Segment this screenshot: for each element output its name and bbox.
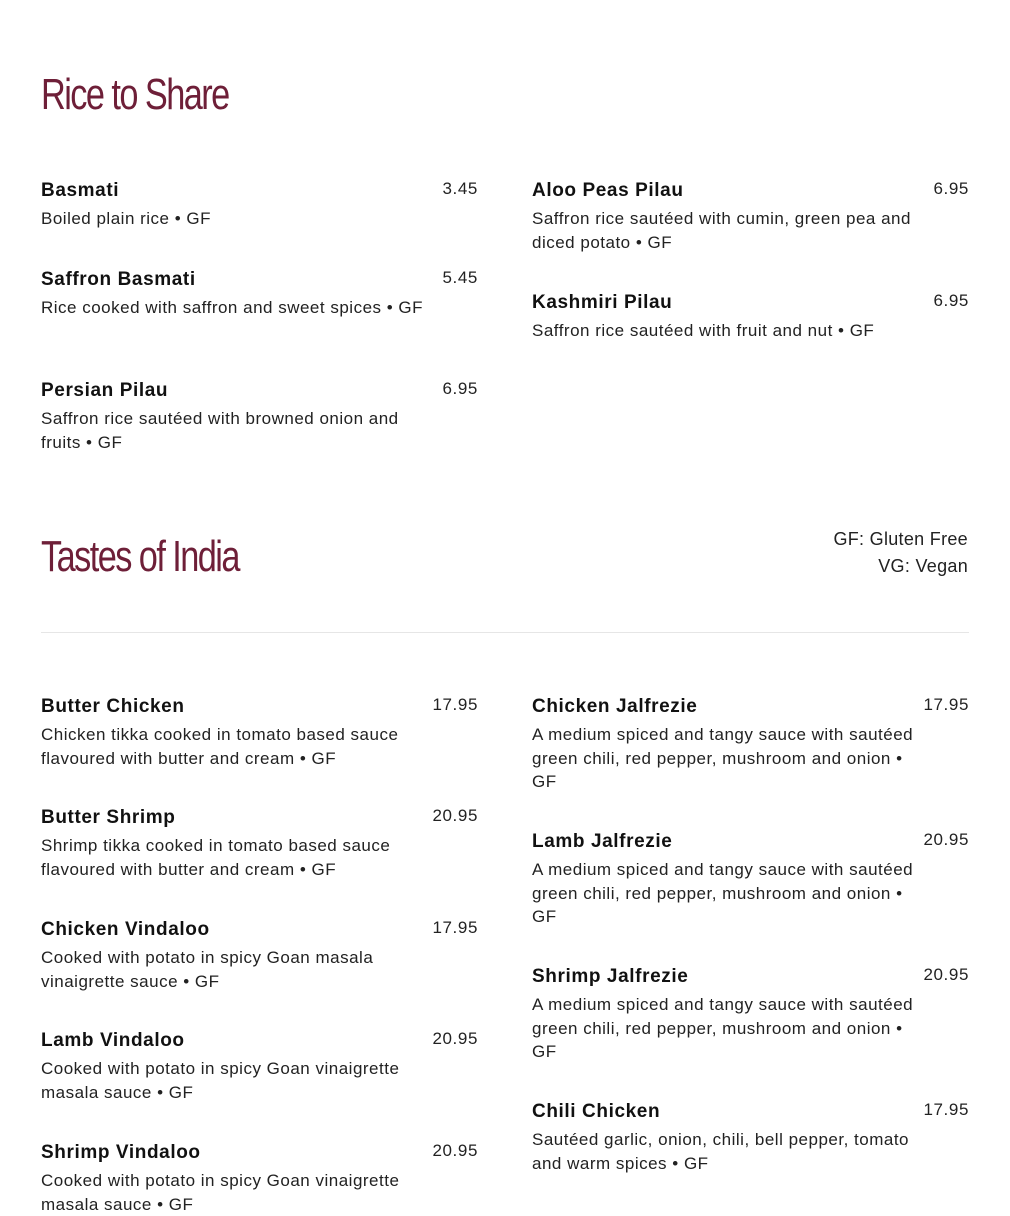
item-description: A medium spiced and tangy sauce with sautéed green chili, red pepper, mushroom and onion • GF: [532, 860, 914, 926]
item-description: Sautéed garlic, onion, chili, bell pepper, tomato and warm spices • GF: [532, 1130, 910, 1173]
item-description: Chicken tikka cooked in tomato based sauce flavoured with butter and cream • GF: [41, 725, 399, 768]
legend-vegan: VG: Vegan: [878, 556, 968, 576]
item-name: Persian Pilau: [41, 380, 169, 401]
menu-item: [532, 290, 969, 343]
item-price: 20.95: [923, 965, 969, 984]
item-description: Saffron rice sautéed with browned onion and fruits • GF: [41, 409, 399, 452]
item-description: Boiled plain rice • GF: [41, 209, 212, 228]
item-description: Cooked with potato in spicy Goan vinaigrette masala sauce • GF: [41, 1171, 400, 1214]
item-price: 5.45: [442, 268, 478, 287]
item-name: Lamb Jalfrezie: [532, 831, 673, 852]
item-name: Shrimp Jalfrezie: [532, 966, 689, 987]
item-description: A medium spiced and tangy sauce with sautéed green chili, red pepper, mushroom and onion • GF: [532, 995, 914, 1061]
menu-item: [41, 267, 478, 320]
menu-item: [41, 1140, 478, 1216]
item-name: Saffron Basmati: [41, 269, 196, 290]
item-price: 17.95: [923, 1100, 969, 1119]
item-name: Butter Shrimp: [41, 807, 176, 828]
item-name: Basmati: [41, 180, 120, 201]
section-title-tastes: Tastes of India: [41, 532, 239, 581]
dietary-legend: [833, 526, 968, 580]
item-price: 20.95: [432, 1029, 478, 1048]
item-description: Cooked with potato in spicy Goan vinaigrette masala sauce • GF: [41, 1059, 400, 1102]
item-price: 17.95: [923, 695, 969, 714]
item-description: A medium spiced and tangy sauce with sautéed green chili, red pepper, mushroom and onion • GF: [532, 725, 914, 791]
item-name: Kashmiri Pilau: [532, 292, 673, 313]
item-description: Shrimp tikka cooked in tomato based sauce flavoured with butter and cream • GF: [41, 836, 391, 879]
menu-item: [532, 1099, 969, 1175]
menu-item: [41, 1028, 478, 1104]
item-price: 20.95: [923, 830, 969, 849]
item-description: Cooked with potato in spicy Goan masala vinaigrette sauce • GF: [41, 948, 374, 991]
item-price: 6.95: [933, 291, 969, 310]
item-price: 3.45: [442, 179, 478, 198]
menu-item: [532, 829, 969, 929]
item-price: 20.95: [432, 806, 478, 825]
section-divider: [41, 632, 969, 633]
section-title-rice: Rice to Share: [41, 70, 229, 119]
item-description: Rice cooked with saffron and sweet spices • GF: [41, 298, 424, 317]
item-name: Lamb Vindaloo: [41, 1030, 185, 1051]
item-name: Chicken Jalfrezie: [532, 696, 698, 717]
item-description: Saffron rice sautéed with fruit and nut • GF: [532, 321, 875, 340]
item-price: 6.95: [933, 179, 969, 198]
menu-item: [41, 378, 478, 454]
menu-item: [41, 178, 478, 231]
menu-item: [532, 178, 969, 254]
item-price: 17.95: [432, 918, 478, 937]
item-description: Saffron rice sautéed with cumin, green pea and diced potato • GF: [532, 209, 911, 252]
legend-gluten-free: GF: Gluten Free: [833, 529, 968, 549]
menu-item: [532, 964, 969, 1064]
item-price: 17.95: [432, 695, 478, 714]
item-name: Shrimp Vindaloo: [41, 1142, 201, 1163]
menu-item: [41, 917, 478, 993]
item-name: Aloo Peas Pilau: [532, 180, 684, 201]
item-price: 20.95: [432, 1141, 478, 1160]
item-price: 6.95: [442, 379, 478, 398]
menu-item: [41, 805, 478, 881]
item-name: Chicken Vindaloo: [41, 919, 210, 940]
item-name: Chili Chicken: [532, 1101, 661, 1122]
item-name: Butter Chicken: [41, 696, 185, 717]
menu-item: [41, 694, 478, 770]
menu-item: [532, 694, 969, 794]
